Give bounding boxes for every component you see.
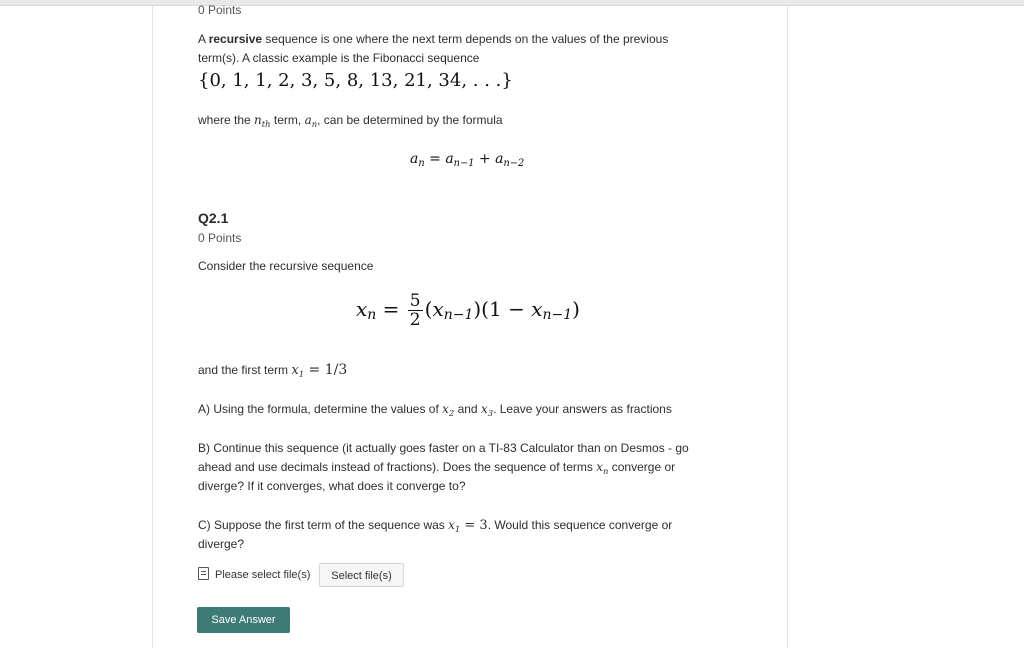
file-icon	[198, 567, 209, 580]
an-symbol: $a_n$	[304, 113, 318, 129]
intro-points: 0 Points	[198, 3, 242, 17]
question-points: 0 Points	[198, 231, 242, 245]
where-prefix: where the	[198, 113, 255, 127]
select-files-button[interactable]: Select file(s)	[319, 563, 404, 587]
part-c-text: C) Suppose the first term of the sequence was $x_1 = 3$. Would this sequence converge or diverge?	[198, 518, 673, 551]
recursive-equation: $x_n$ = $\frac{5}{2}$ $(x_{n-1})(1 - x_{n-1})$	[356, 291, 580, 330]
intro-paragraph	[198, 30, 758, 68]
intro-text-prefix: A	[198, 32, 209, 46]
intro-text-line2: term(s). A classic example is the Fibonacci sequence	[198, 51, 480, 65]
where-suffix: , can be determined by the formula	[317, 113, 503, 127]
intro-text-line1: sequence is one where the next term depends on the values of the previous	[262, 32, 669, 46]
five-halves-fraction: $\frac{5}{2}$	[409, 291, 421, 330]
consider-text: Consider the recursive sequence	[198, 259, 374, 273]
first-term-text: and the first term $x_1 = 1/3$	[198, 362, 348, 379]
recursive-term: recursive	[208, 32, 263, 46]
save-answer-button[interactable]: Save Answer	[197, 607, 290, 633]
question-title: Q2.1	[198, 210, 229, 226]
fibonacci-sequence: {0, 1, 1, 2, 3, 5, 8, 13, 21, 34, . . .}	[198, 70, 513, 91]
part-b-text: B) Continue this sequence (it actually goes faster on a TI-83 Calculator than on Desmos - go ahead and use decimals instead of fractions). Does the sequence of terms $x_n$ converge or diverge? If it converges, what does it converge to?	[198, 441, 689, 493]
right-margin	[787, 6, 1024, 648]
fibonacci-formula: $a_n = a_{n-1} + a_{n-2}$	[410, 151, 525, 169]
where-nth-term-text	[198, 111, 503, 130]
where-mid: term,	[270, 113, 305, 127]
nth-symbol: $n_{th}$	[254, 113, 271, 129]
left-margin	[0, 6, 152, 648]
file-label-text: Please select file(s)	[215, 569, 311, 581]
part-a-text: A) Using the formula, determine the values of $x_2$ and $x_3$. Leave your answers as fractions	[198, 402, 672, 418]
file-upload-label	[198, 567, 310, 581]
